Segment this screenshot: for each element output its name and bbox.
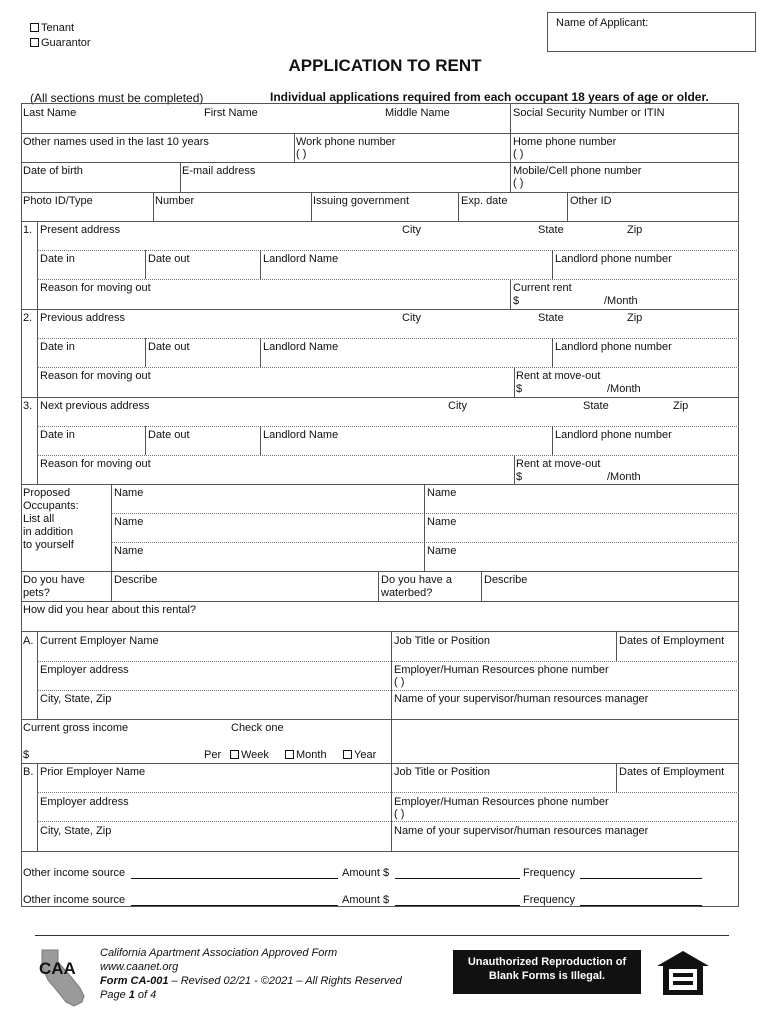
tenant-label: Tenant: [41, 22, 75, 34]
waterbed-describe-label: Describe: [484, 574, 528, 586]
divider: [37, 221, 38, 484]
landlord-phone-label: Landlord phone number: [555, 253, 672, 265]
year-label: Year: [354, 749, 377, 761]
rent-move-out-label: Rent at move-out: [516, 458, 601, 470]
state-label: State: [538, 312, 564, 324]
divider: [111, 484, 112, 571]
city-label: City: [402, 224, 421, 236]
employer-b-marker: B.: [23, 766, 34, 778]
divider: [510, 103, 511, 133]
divider: [38, 690, 739, 691]
other-income-frequency-line[interactable]: [580, 905, 702, 906]
hr-phone-label: Employer/Human Resources phone number: [394, 664, 609, 676]
zip-label: Zip: [627, 224, 643, 236]
ssn-label: Social Security Number or ITIN: [513, 107, 665, 119]
divider: [552, 426, 553, 455]
hear-about-rental-field[interactable]: [210, 604, 730, 617]
footer-revised: – Revised 02/21 - ©2021 – All Rights Reserved: [168, 975, 402, 987]
divider: [391, 719, 392, 763]
divider: [180, 162, 181, 192]
divider: [153, 192, 154, 221]
supervisor-label: Name of your supervisor/human resources manager: [394, 825, 649, 837]
divider: [21, 601, 739, 602]
divider: [38, 426, 739, 427]
week-checkbox[interactable]: [230, 750, 239, 759]
divider: [37, 763, 38, 851]
occupants-label-line: in addition: [23, 526, 74, 538]
divider: [111, 542, 739, 543]
divider: [616, 631, 617, 661]
footer-form-id: Form CA-001: [100, 975, 169, 987]
dates-of-employment-label: Dates of Employment: [619, 635, 725, 647]
city-label: City: [402, 312, 421, 324]
divider: [21, 571, 739, 572]
divider: [21, 162, 739, 163]
hr-phone-paren: ( ): [394, 676, 405, 688]
month-checkbox[interactable]: [285, 750, 294, 759]
divider: [38, 338, 739, 339]
divider: [311, 192, 312, 221]
other-income-amount-label: Amount $: [342, 894, 390, 906]
date-out-label: Date out: [148, 341, 190, 353]
address-3-number: 3.: [23, 400, 33, 412]
divider: [552, 338, 553, 367]
divider: [260, 426, 261, 455]
gross-income-label: Current gross income: [23, 722, 129, 734]
divider: [21, 851, 739, 852]
divider: [458, 192, 459, 221]
prior-employer-label: Prior Employer Name: [40, 766, 146, 778]
next-previous-address-field[interactable]: [40, 413, 730, 425]
divider: [510, 279, 511, 309]
divider: [21, 631, 739, 632]
reason-moving-label: Reason for moving out: [40, 282, 151, 294]
reproduction-warning-line: Unauthorized Reproduction of: [467, 956, 627, 968]
hr-phone-paren: ( ): [394, 808, 405, 820]
present-address-label: Present address: [40, 224, 121, 236]
dates-of-employment-label: Dates of Employment: [619, 766, 725, 778]
supervisor-label: Name of your supervisor/human resources manager: [394, 693, 649, 705]
pets-question: Do you have: [23, 574, 85, 586]
divider: [21, 397, 739, 398]
waterbed-question-2: waterbed?: [381, 587, 433, 599]
current-employer-label: Current Employer Name: [40, 635, 159, 647]
caa-logo-text: CAA: [39, 959, 76, 978]
state-label: State: [583, 400, 609, 412]
tenant-checkbox[interactable]: [30, 23, 39, 32]
divider: [38, 661, 739, 662]
ssn-field[interactable]: [513, 120, 735, 132]
date-in-label: Date in: [40, 429, 75, 441]
exp-date-label: Exp. date: [461, 195, 508, 207]
divider: [38, 250, 739, 251]
reproduction-warning-line: Blank Forms is Illegal.: [488, 970, 606, 982]
work-phone-paren: ( ): [296, 148, 307, 160]
city-label: City: [448, 400, 467, 412]
divider: [21, 192, 739, 193]
previous-address-label: Previous address: [40, 312, 125, 324]
guarantor-option[interactable]: [30, 37, 91, 49]
occupant-name-label: Name: [114, 487, 144, 499]
rent-move-out-dollar: $: [516, 471, 523, 483]
other-names-label: Other names used in the last 10 years: [23, 136, 209, 148]
footer-page-total: of 4: [134, 989, 157, 1001]
divider: [391, 763, 392, 851]
name-field[interactable]: [24, 120, 508, 132]
divider: [145, 426, 146, 455]
pets-describe-label: Describe: [114, 574, 158, 586]
occupant-name-label: Name: [427, 516, 457, 528]
divider: [260, 250, 261, 279]
page-title: APPLICATION TO RENT: [288, 56, 482, 75]
other-names-field[interactable]: [24, 149, 290, 161]
divider: [38, 279, 739, 280]
middle-name-label: Middle Name: [385, 107, 450, 119]
current-rent-dollar: $: [513, 295, 520, 307]
hr-phone-label: Employer/Human Resources phone number: [394, 796, 609, 808]
first-name-label: First Name: [204, 107, 258, 119]
other-income-frequency-label: Frequency: [523, 894, 575, 906]
dob-field[interactable]: [24, 178, 176, 190]
divider: [21, 719, 739, 720]
divider: [567, 192, 568, 221]
job-title-label: Job Title or Position: [394, 766, 490, 778]
email-label: E-mail address: [182, 165, 256, 177]
occupant-name-label: Name: [427, 545, 457, 557]
email-field[interactable]: [184, 178, 506, 190]
work-phone-label: Work phone number: [296, 136, 396, 148]
dob-label: Date of birth: [23, 165, 83, 177]
other-income-amount-line[interactable]: [395, 905, 520, 906]
current-rent-label: Current rent: [513, 282, 572, 294]
employer-a-marker: A.: [23, 635, 34, 647]
date-in-label: Date in: [40, 341, 75, 353]
footer-form-revision: [100, 975, 402, 988]
mobile-phone-label: Mobile/Cell phone number: [513, 165, 642, 177]
last-name-label: Last Name: [23, 107, 77, 119]
name-of-applicant-box[interactable]: [547, 12, 756, 52]
divider: [294, 133, 295, 162]
divider: [514, 367, 515, 397]
address-1-number: 1.: [23, 224, 33, 236]
guarantor-label: Guarantor: [41, 37, 91, 49]
divider: [21, 484, 739, 485]
divider: [616, 763, 617, 792]
other-income-amount-line[interactable]: [395, 878, 520, 879]
divider: [111, 513, 739, 514]
income-dollar: $: [23, 749, 30, 761]
divider: [111, 571, 112, 601]
other-income-source-line[interactable]: [131, 905, 338, 906]
other-income-amount-label: Amount $: [342, 867, 390, 879]
tenant-option[interactable]: [30, 22, 74, 34]
year-checkbox[interactable]: [343, 750, 352, 759]
photo-id-label: Photo ID/Type: [23, 195, 93, 207]
address-2-number: 2.: [23, 312, 33, 324]
footer-divider: [35, 935, 729, 936]
reason-moving-label: Reason for moving out: [40, 370, 151, 382]
pets-question-2: pets?: [23, 587, 50, 599]
reproduction-warning-box: [453, 950, 641, 994]
footer-page-prefix: Page: [100, 989, 129, 1001]
divider: [38, 367, 739, 368]
occupants-label-line: Occupants:: [23, 500, 79, 512]
week-label: Week: [241, 749, 269, 761]
job-title-label: Job Title or Position: [394, 635, 490, 647]
occupant-name-label: Name: [114, 545, 144, 557]
divider: [145, 338, 146, 367]
issuing-government-label: Issuing government: [313, 195, 409, 207]
all-sections-note: (All sections must be completed): [30, 91, 204, 105]
home-phone-paren: ( ): [513, 148, 524, 160]
equal-housing-icon: [654, 948, 712, 998]
landlord-name-label: Landlord Name: [263, 253, 339, 265]
divider: [21, 221, 739, 222]
footer-website: www.caanet.org: [100, 961, 179, 973]
reason-moving-label: Reason for moving out: [40, 458, 151, 470]
divider: [38, 792, 739, 793]
individual-applications-note: Individual applications required from each occupant 18 years of age or older.: [270, 90, 709, 104]
divider: [514, 455, 515, 484]
divider: [21, 763, 739, 764]
date-out-label: Date out: [148, 429, 190, 441]
next-previous-address-label: Next previous address: [40, 400, 150, 412]
state-label: State: [538, 224, 564, 236]
rent-move-out-dollar: $: [516, 383, 523, 395]
divider: [21, 309, 739, 310]
city-state-zip-label: City, State, Zip: [40, 693, 112, 705]
waterbed-question: Do you have a: [381, 574, 452, 586]
landlord-name-label: Landlord Name: [263, 341, 339, 353]
occupant-name-label: Name: [114, 516, 144, 528]
occupants-label-line: to yourself: [23, 539, 74, 551]
landlord-name-label: Landlord Name: [263, 429, 339, 441]
footer-page-current: 1: [128, 989, 135, 1001]
current-rent-per-month: /Month: [604, 295, 638, 307]
divider: [260, 338, 261, 367]
per-label: Per: [204, 749, 222, 761]
present-address-field[interactable]: [40, 237, 730, 249]
footer-page-number: [100, 989, 156, 1002]
occupants-label-line: List all: [23, 513, 55, 525]
divider: [481, 571, 482, 601]
divider: [145, 250, 146, 279]
employer-address-label: Employer address: [40, 796, 129, 808]
rent-move-out-label: Rent at move-out: [516, 370, 601, 382]
month-option[interactable]: [285, 749, 327, 761]
other-income-source-label: Other income source: [23, 867, 126, 879]
date-out-label: Date out: [148, 253, 190, 265]
id-number-label: Number: [155, 195, 195, 207]
employer-address-label: Employer address: [40, 664, 129, 676]
zip-label: Zip: [627, 312, 643, 324]
city-state-zip-label: City, State, Zip: [40, 825, 112, 837]
guarantor-checkbox[interactable]: [30, 38, 39, 47]
week-option[interactable]: [230, 749, 269, 761]
divider: [552, 250, 553, 279]
divider: [38, 821, 739, 822]
year-option[interactable]: [343, 749, 376, 761]
rent-move-out-per-month: /Month: [607, 471, 641, 483]
divider: [37, 631, 38, 719]
occupants-label-line: Proposed: [23, 487, 71, 499]
divider: [378, 571, 379, 601]
caa-logo: [36, 944, 94, 1010]
zip-label: Zip: [673, 400, 689, 412]
occupant-name-label: Name: [427, 487, 457, 499]
divider: [391, 631, 392, 719]
other-income-frequency-line[interactable]: [580, 878, 702, 879]
date-in-label: Date in: [40, 253, 75, 265]
divider: [424, 484, 425, 571]
divider: [38, 455, 739, 456]
name-of-applicant-label: Name of Applicant:: [556, 17, 649, 29]
other-income-frequency-label: Frequency: [523, 867, 575, 879]
rent-move-out-per-month: /Month: [607, 383, 641, 395]
other-id-label: Other ID: [570, 195, 612, 207]
footer-approved-form: California Apartment Association Approved Form: [100, 947, 338, 959]
landlord-phone-label: Landlord phone number: [555, 341, 672, 353]
home-phone-label: Home phone number: [513, 136, 617, 148]
landlord-phone-label: Landlord phone number: [555, 429, 672, 441]
hear-about-rental-label: How did you hear about this rental?: [23, 604, 197, 616]
divider: [510, 133, 511, 192]
mobile-phone-paren: ( ): [513, 177, 524, 189]
month-label: Month: [296, 749, 327, 761]
other-income-source-label: Other income source: [23, 894, 126, 906]
other-income-source-line[interactable]: [131, 878, 338, 879]
check-one-label: Check one: [231, 722, 284, 734]
previous-address-field[interactable]: [40, 325, 730, 337]
divider: [21, 133, 739, 134]
